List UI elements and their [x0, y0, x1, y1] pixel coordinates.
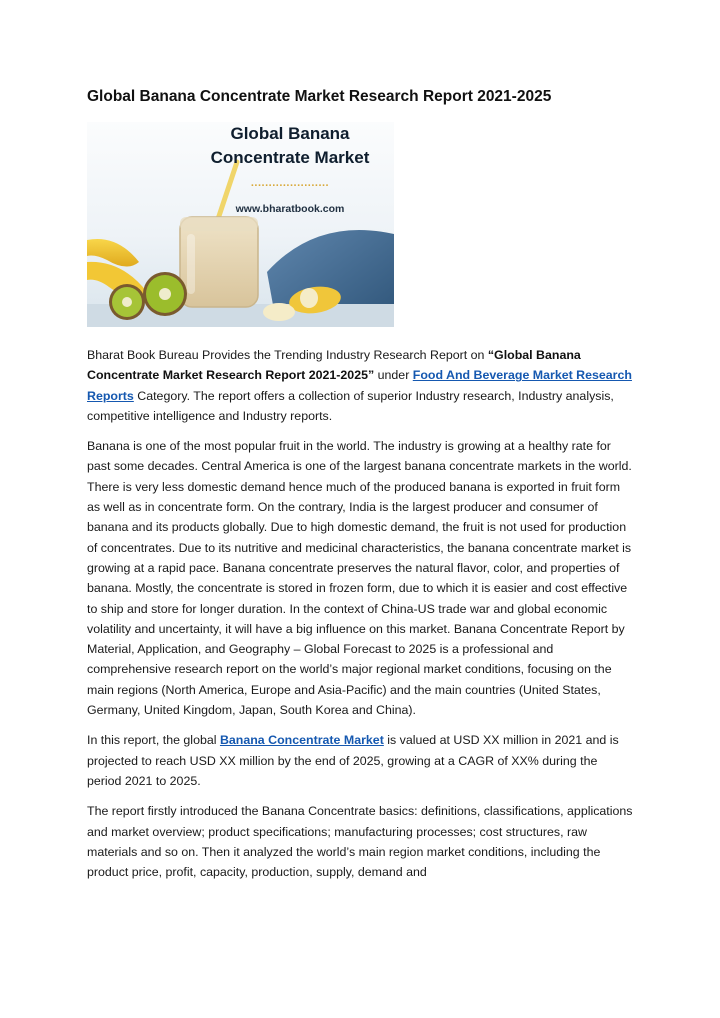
hero-dotted-divider: ...................... — [250, 177, 330, 189]
hero-heading-line1: Global Banana — [230, 124, 350, 143]
hero-image — [87, 122, 394, 327]
banana-slice-icon — [263, 303, 295, 321]
intro-paragraph — [87, 345, 635, 426]
market-text-1: In this report, the global — [87, 733, 220, 748]
market-value-paragraph — [87, 730, 635, 791]
hero-website-url: www.bharatbook.com — [235, 203, 345, 215]
intro-text-1: Bharat Book Bureau Provides the Trending Industry Research Report on — [87, 348, 488, 362]
intro-text-3: Category. The report offers a collection of superior Industry research, Industry analysis, competitive intelligence and Industry reports. — [87, 388, 614, 423]
document-page — [87, 86, 635, 892]
market-link[interactable]: Banana Concentrate Market — [219, 733, 384, 748]
intro-text-2: under — [374, 368, 413, 383]
market-text-2: is valued at USD XX million in 2021 and is projected to reach USD XX million by the end of 2025, growing at a CAGR of XX% during the period 2021 to 2025. — [87, 733, 619, 788]
category-link[interactable]: Food And Beverage Market Research Reports — [87, 368, 632, 403]
body-paragraph-banana: Banana is one of the most popular fruit in the world. The industry is growing at a healthy rate for past some decades. Central America is one of the largest banana concentrate markets in the world. There is very less domestic demand hence much of the produced banana is exported in fruit form as well as in concentrate form. On the contrary, India is the largest producer and consumer of banana and its products globally. Due to high domestic demand, the fruit is not used for production of concentrates. Due to its nutritive and medicinal characteristics, the banana concentrate market is growing at a rapid pace. Banana concentrate preserves the natural flavor, color, and properties of banana. Mostly, the concentrate is stored in frozen form, due to which it is easier and cost effective to ship and store for longer duration. In the context of China-US trade war and global economic volatility and uncertainty, it will have a big influence on this market. Banana Concentrate Report by Material, Application, and Geography – Global Forecast to 2025 is a professional and comprehensive research report on the world’s major regional market conditions, focusing on the main regions (North America, Europe and Asia-Pacific) and the main countries (United States, Germany, United Kingdom, Japan, South Korea and China). — [87, 439, 632, 718]
report-overview-paragraph: The report firstly introduced the Banana Concentrate basics: definitions, classifications, applications and market overview; product specifications; manufacturing processes; cost structures, raw materials and so on. Then it analyzed the world’s main region market conditions, including the product price, profit, capacity, production, supply, demand and — [87, 804, 633, 880]
hero-heading-line2: Concentrate Market — [210, 148, 370, 167]
report-name-bold: “Global Banana Concentrate Market Research Report 2021-2025” — [87, 348, 581, 383]
document-title: Global Banana Concentrate Market Research Report 2021-2025 — [87, 88, 552, 105]
